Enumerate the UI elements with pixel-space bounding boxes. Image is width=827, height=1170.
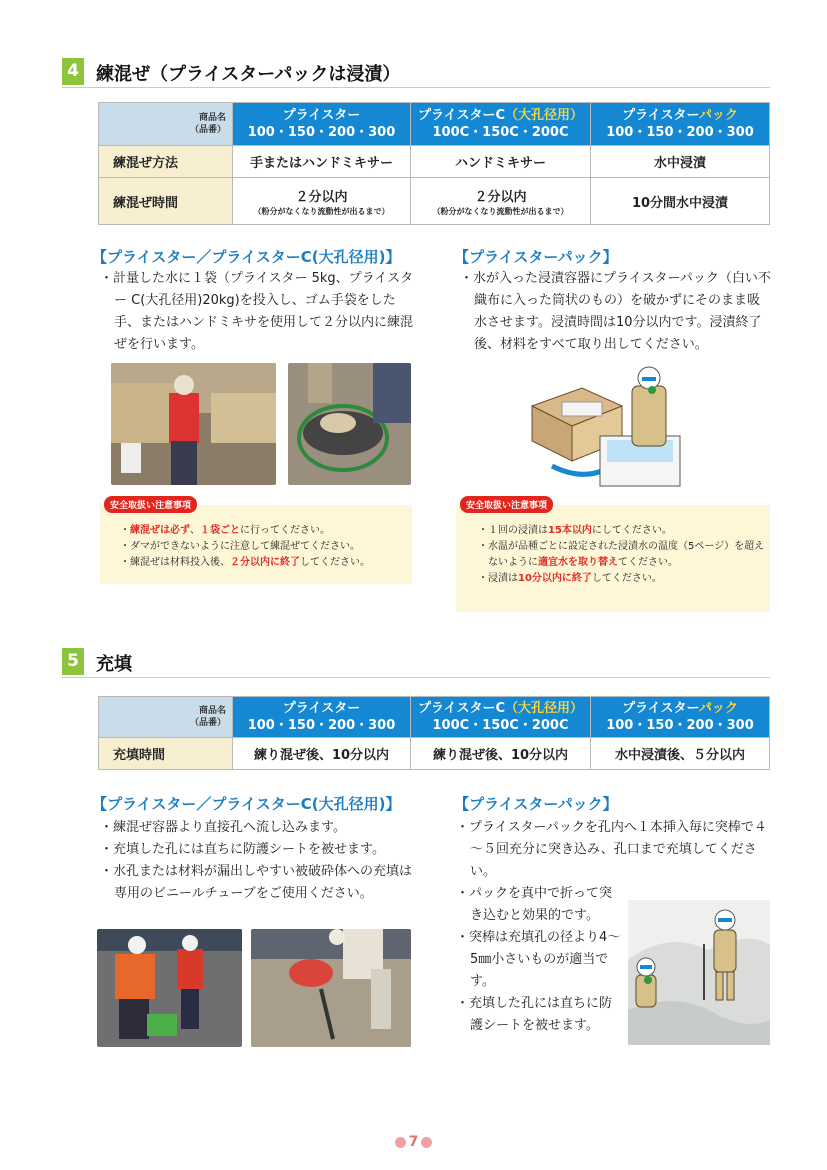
list-item: ・突棒は充填孔の径より4～5㎜小さいものが適当です。: [456, 930, 621, 989]
mixing-spec-table: [98, 102, 770, 225]
filling-photo-pouring: [251, 929, 411, 1047]
product-header: プライスターパック 100・150・200・300: [591, 103, 770, 146]
safety-notice-immersion: [456, 501, 770, 612]
table-cell: 10分間水中浸漬: [591, 178, 770, 225]
pack-filling-illustration: [628, 900, 770, 1045]
list-item: ・浸漬は10分以内に終了してください。: [478, 573, 662, 584]
page-number: 7: [0, 1134, 827, 1150]
table-corner: 商品名 （品番）: [99, 697, 233, 738]
product-header: プライスターC（大孔径用） 100C・150C・200C: [411, 103, 591, 146]
list-item: ・パックを真中で折って突き込むと効果的です。: [456, 886, 613, 923]
mixing-instructions: [100, 268, 414, 356]
section-4-header: [62, 58, 770, 88]
table-cell: ハンドミキサー: [411, 146, 591, 178]
product-header: プライスター 100・150・200・300: [233, 103, 411, 146]
product-header: プライスターC（大孔径用） 100C・150C・200C: [411, 697, 591, 738]
table-cell: 手またはハンドミキサー: [233, 146, 411, 178]
safety-notice-tag: 安全取扱い注意事項: [104, 496, 197, 513]
table-cell: ２分以内 （粉分がなくなり流動性が出るまで）: [411, 178, 591, 225]
product-header: プライスターパック 100・150・200・300: [591, 697, 770, 738]
table-cell: ２分以内 （粉分がなくなり流動性が出るまで）: [233, 178, 411, 225]
list-item: ・練混ぜは必ず、１袋ごとに行ってください。: [120, 525, 330, 536]
page-dot-icon: [395, 1137, 406, 1148]
list-item: ・プライスターパックを孔内へ１本挿入毎に突棒で４～５回充分に突き込み、孔口まで充填してください。: [456, 820, 767, 879]
safety-notice-mixing: [100, 501, 412, 584]
filling-instructions: [100, 817, 414, 905]
table-corner: 商品名 （品番）: [99, 103, 233, 146]
section-5-header: [62, 648, 770, 678]
subheading-priester-pack: 【プライスターパック】: [454, 795, 618, 813]
list-item: ・練混ぜは材料投入後、２分以内に終了してください。: [120, 557, 370, 568]
filling-photo-workers: [97, 929, 242, 1047]
list-item: ・ダマができないように注意して練混ぜてください。: [120, 541, 360, 552]
filling-spec-table: [98, 696, 770, 770]
list-item: ・水温が品種ごとに設定された浸漬水の温度（5ページ）を超えないように適宜水を取り替えてください。: [478, 541, 765, 568]
safety-notice-tag: 安全取扱い注意事項: [460, 496, 553, 513]
subheading-priester-pack: 【プライスターパック】: [454, 248, 618, 266]
row-label: 充填時間: [99, 738, 233, 770]
mixing-photo-worker: [111, 363, 276, 485]
row-label: 練混ぜ方法: [99, 146, 233, 178]
product-header: プライスター 100・150・200・300: [233, 697, 411, 738]
section-title: 充填: [96, 654, 132, 675]
section-number: 5: [62, 648, 84, 675]
pack-filling-instructions: [456, 817, 774, 883]
table-row: [99, 178, 770, 225]
list-item: ・充填した孔には直ちに防護シートを被せます。: [100, 842, 385, 857]
subheading-priester: 【プライスター／プライスターC(大孔径用)】: [92, 248, 401, 266]
list-item: ・計量した水に１袋（プライスター 5kg、プライスター C(大孔径用)20kg)を投入し、ゴム手袋をした手、またはハンドミキサを使用して２分以内に練混ぜを行います。: [100, 271, 414, 352]
subheading-priester: 【プライスター／プライスターC(大孔径用)】: [92, 795, 401, 813]
row-label: 練混ぜ時間: [99, 178, 233, 225]
immersion-illustration: [512, 366, 692, 490]
table-row: [99, 738, 770, 770]
table-cell: 水中浸漬後、５分以内: [591, 738, 770, 770]
page-dot-icon: [421, 1137, 432, 1148]
list-item: ・１回の浸漬は15本以内にしてください。: [478, 525, 672, 536]
table-cell: 練り混ぜ後、10分以内: [233, 738, 411, 770]
table-row: [99, 146, 770, 178]
section-number: 4: [62, 58, 84, 85]
mixing-photo-hands: [288, 363, 411, 485]
list-item: ・水が入った浸漬容器にプライスターパック（白い不織布に入った筒状のもの）を破かずにそのまま吸水させます。浸漬時間は10分以内です。浸漬終了後、材料をすべて取り出してください。: [460, 271, 771, 352]
pack-filling-tips: [456, 883, 624, 1037]
table-cell: 練り混ぜ後、10分以内: [411, 738, 591, 770]
section-title: 練混ぜ（プライスターパックは浸漬）: [96, 64, 401, 85]
immersion-instructions: [460, 268, 772, 356]
list-item: ・充填した孔には直ちに防護シートを被せます。: [456, 996, 613, 1033]
table-cell: 水中浸漬: [591, 146, 770, 178]
list-item: ・練混ぜ容器より直接孔へ流し込みます。: [100, 820, 346, 835]
list-item: ・水孔または材料が漏出しやすい被破砕体への充填は専用のビニールチューブをご使用ください。: [100, 864, 413, 901]
